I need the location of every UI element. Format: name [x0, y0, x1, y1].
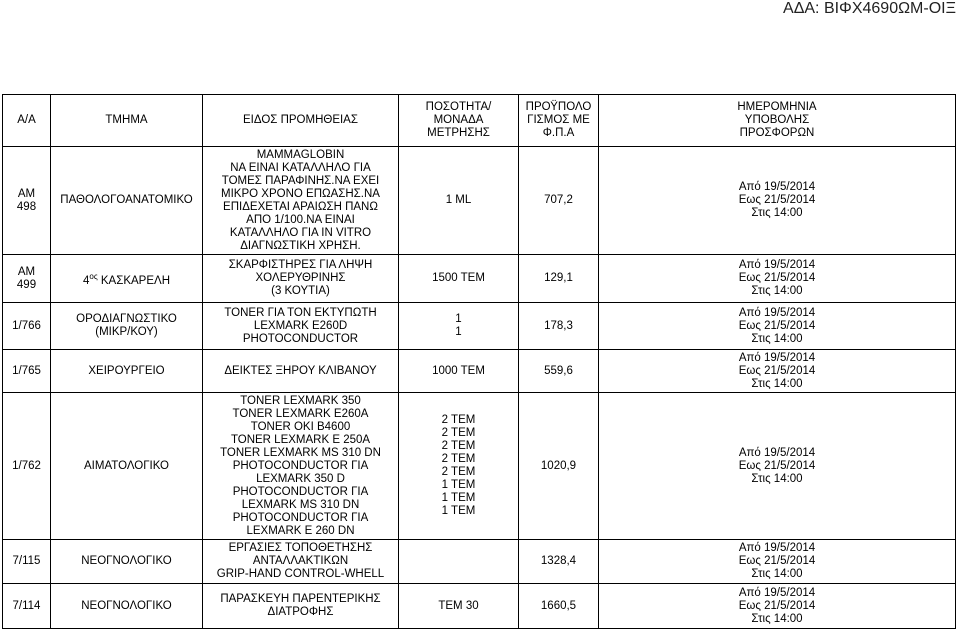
row-budget: 1660,5 [519, 584, 599, 629]
table-row [3, 303, 956, 350]
table-row [3, 350, 956, 393]
row-qty: 2 ΤΕΜ 2 ΤΕΜ 2 ΤΕΜ 2 ΤΕΜ 2 ΤΕΜ 1 ΤΕΜ 1 ΤΕΜ 1 ΤΕΜ [399, 393, 519, 540]
header-dept: ΤΜΗΜΑ [51, 95, 203, 147]
row-aa: 1/762 [3, 393, 51, 540]
row-qty: 1000 ΤΕΜ [399, 350, 519, 393]
row-aa: ΑΜ 498 [3, 147, 51, 255]
row-budget: 559,6 [519, 350, 599, 393]
row-aa: 7/114 [3, 584, 51, 629]
row-budget: 1328,4 [519, 540, 599, 584]
row-item: ΕΡΓΑΣΙΕΣ ΤΟΠΟΘΕΤΗΣΗΣ ΑΝΤΑΛΛΑΚΤΙΚΩΝ GRIP-HAND CONTROL-WHELL [203, 540, 399, 584]
row-budget: 178,3 [519, 303, 599, 350]
header-date: ΗΜΕΡΟΜΗΝΙΑ ΥΠΟΒΟΛΗΣ ΠΡΟΣΦΟΡΩΝ [599, 95, 956, 147]
table-row [3, 584, 956, 629]
table-header-row [3, 95, 956, 147]
row-budget: 129,1 [519, 255, 599, 303]
row-dept: ΧΕΙΡΟΥΡΓΕΙΟ [51, 350, 203, 393]
row-item: TONER LEXMARK 350 TONER LEXMARK E260A TONER OKI B4600 TONER LEXMARK E 250A TONER LEXMARK MS 310 DN PHOTOCONDUCTOR ΓΙΑ LEXMARK 350 D PHOTOCONDUCTOR ΓΙΑ LEXMARK MS 310 DN PHOTOCONDUCTOR ΓΙΑ LEXMARK E 260 DN [203, 393, 399, 540]
row-dept: ΟΡΟΔΙΑΓΝΩΣΤΙΚΟ (ΜΙΚΡ/ΚΟΥ) [51, 303, 203, 350]
row-date: Από 19/5/2014 Εως 21/5/2014 Στις 14:00 [599, 393, 956, 540]
row-budget: 1020,9 [519, 393, 599, 540]
row-date: Από 19/5/2014 Εως 21/5/2014 Στις 14:00 [599, 350, 956, 393]
row-date: Από 19/5/2014 Εως 21/5/2014 Στις 14:00 [599, 255, 956, 303]
header-item: ΕΙΔΟΣ ΠΡΟΜΗΘΕΙΑΣ [203, 95, 399, 147]
row-dept: ΝΕΟΓΝΟΛΟΓΙΚΟ [51, 584, 203, 629]
header-qty: ΠΟΣΟΤΗΤΑ/ ΜΟΝΑΔΑ ΜΕΤΡΗΣΗΣ [399, 95, 519, 147]
row-date: Από 19/5/2014 Εως 21/5/2014 Στις 14:00 [599, 584, 956, 629]
row-aa: 7/115 [3, 540, 51, 584]
row-date: Από 19/5/2014 Εως 21/5/2014 Στις 14:00 [599, 540, 956, 584]
header-budget: ΠΡΟΫΠΟΛΟ ΓΙΣΜΟΣ ΜΕ Φ.Π.Α [519, 95, 599, 147]
row-item: ΔΕΙΚΤΕΣ ΞΗΡΟΥ ΚΛΙΒΑΝΟΥ [203, 350, 399, 393]
procurement-table [2, 94, 956, 629]
row-qty: ΤΕΜ 30 [399, 584, 519, 629]
header-aa: Α/Α [3, 95, 51, 147]
row-date: Από 19/5/2014 Εως 21/5/2014 Στις 14:00 [599, 147, 956, 255]
row-aa: 1/766 [3, 303, 51, 350]
ada-code: ΑΔΑ: ΒΙΦΧ4690ΩΜ-ΟΙΞ [783, 0, 956, 17]
table-row [3, 255, 956, 303]
row-aa: ΑΜ 499 [3, 255, 51, 303]
row-qty: 1 ML [399, 147, 519, 255]
row-qty: 1500 ΤΕΜ [399, 255, 519, 303]
row-date: Από 19/5/2014 Εως 21/5/2014 Στις 14:00 [599, 303, 956, 350]
table-row [3, 540, 956, 584]
row-qty: 1 1 [399, 303, 519, 350]
row-dept: $4^{o\varsigma}$ ΚΑΣΚΑΡΕΛΗ [51, 255, 203, 303]
row-item: TONER ΓΙΑ ΤΟΝ ΕΚΤΥΠΩΤΗ LEXMARK E260D PHOTOCONDUCTOR [203, 303, 399, 350]
row-item: MAMMAGLOBIN ΝΑ ΕΙΝΑΙ ΚΑΤΑΛΛΗΛΟ ΓΙΑ ΤΟΜΕΣ ΠΑΡΑΦΙΝΗΣ.ΝΑ ΕΧΕΙ ΜΙΚΡΟ ΧΡΟΝΟ ΕΠΩΑΣΗΣ.ΝΑ ΕΠΙΔΕΧΕΤΑΙ ΑΡΑΙΩΣΗ ΠΑΝΩ ΑΠΟ 1/100.ΝΑ ΕΙΝΑΙ ΚΑΤΑΛΛΗΛΟ ΓΙΑ IN VITRO ΔΙΑΓΝΩΣΤΙΚΗ ΧΡΗΣΗ. [203, 147, 399, 255]
row-qty [399, 540, 519, 584]
table-row [3, 393, 956, 540]
row-item: ΣΚΑΡΦΙΣΤΗΡΕΣ ΓΙΑ ΛΗΨΗ ΧΟΛΕΡΥΘΡΙΝΗΣ (3 ΚΟΥΤΙΑ) [203, 255, 399, 303]
row-budget: 707,2 [519, 147, 599, 255]
row-dept: ΝΕΟΓΝΟΛΟΓΙΚΟ [51, 540, 203, 584]
row-item: ΠΑΡΑΣΚΕΥΗ ΠΑΡΕΝΤΕΡΙΚΗΣ ΔΙΑΤΡΟΦΗΣ [203, 584, 399, 629]
table-row [3, 147, 956, 255]
row-aa: 1/765 [3, 350, 51, 393]
row-dept: ΑΙΜΑΤΟΛΟΓΙΚΟ [51, 393, 203, 540]
row-dept: ΠΑΘΟΛΟΓΟΑΝΑΤΟΜΙΚΟ [51, 147, 203, 255]
